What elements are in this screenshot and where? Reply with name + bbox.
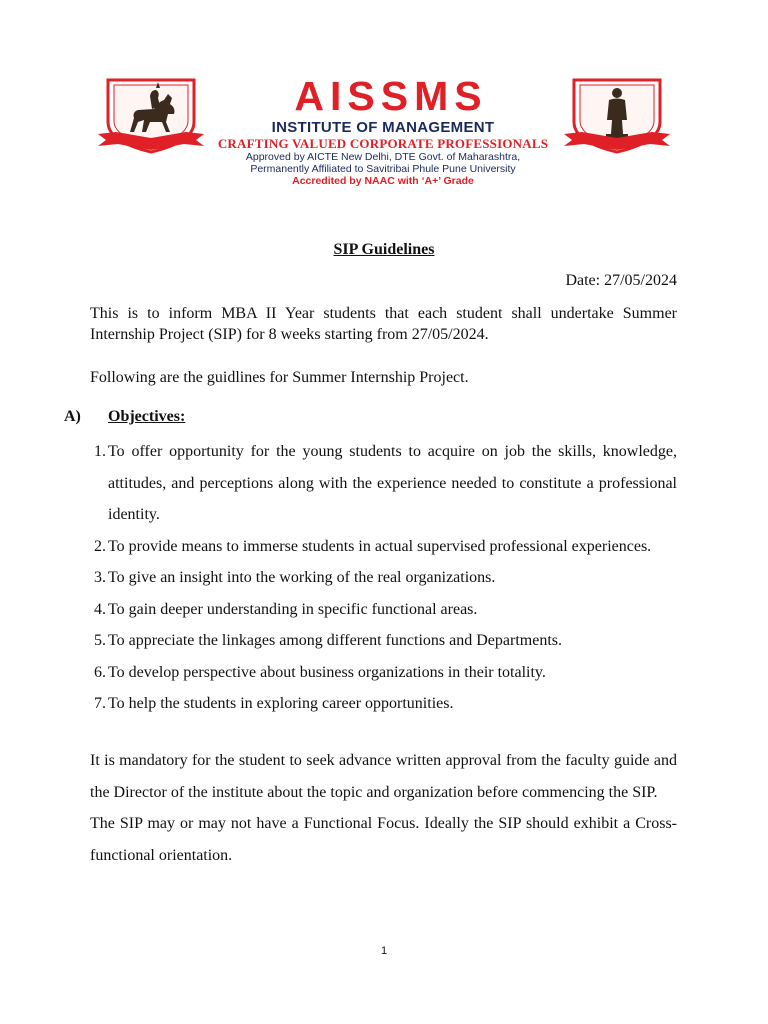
tagline: CRAFTING VALUED CORPORATE PROFESSIONALS (217, 136, 549, 151)
list-item-text: To provide means to immerse students in actual supervised professional experiences. (108, 537, 652, 555)
list-item-text: To appreciate the linkages among different functions and Departments. (108, 632, 562, 649)
list-item (90, 562, 677, 594)
document-date: Date: 27/05/2024 (565, 272, 677, 289)
body-text (90, 745, 677, 871)
institute-name: INSTITUTE OF MANAGEMENT (271, 119, 495, 136)
objectives-list (90, 436, 677, 720)
left-emblem-logo (96, 76, 206, 160)
list-item (90, 688, 677, 720)
list-number: 1. (94, 443, 106, 460)
mandatory-paragraph: It is mandatory for the student to seek advance written approval from the faculty guide and the Director of the institute about the topic and organization before commencing the SIP. (90, 752, 677, 801)
approval-line-1: Approved by AICTE New Delhi, DTE Govt. of Maharashtra, (245, 151, 521, 163)
list-item (90, 594, 677, 626)
following-paragraph: Following are the guidlines for Summer Internship Project. (90, 369, 469, 386)
list-item-text: To gain deeper understanding in specific functional areas. (108, 600, 478, 618)
letterhead (210, 73, 556, 188)
intro-paragraph: This is to inform MBA II Year students that each student shall undertake Summer Internship Project (SIP) for 8 weeks starting from 27/05/2024. (90, 305, 677, 343)
page-number: 1 (380, 945, 388, 957)
brand-wordmark: AISSMS (294, 73, 488, 119)
list-number: 3. (94, 569, 106, 586)
list-number: 7. (94, 695, 106, 712)
document-title: SIP Guidelines (333, 241, 435, 258)
right-emblem-logo (562, 76, 672, 160)
list-item-text: To offer opportunity for the young students to acquire on job the skills, knowledge, attitudes, and perceptions along with the experience needed to constitute a professional identity. (108, 443, 677, 523)
list-item-text: To develop perspective about business organizations in their totality. (108, 663, 546, 681)
list-item (90, 625, 677, 657)
section-heading-objectives (64, 408, 185, 426)
accreditation-line: Accredited by NAAC with ‘A+’ Grade (292, 175, 474, 187)
functional-focus-paragraph: The SIP may or may not have a Functional Focus. Ideally the SIP should exhibit a Cross-functional orientation. (90, 815, 677, 864)
list-item (90, 436, 677, 531)
list-item-text: To help the students in exploring career opportunities. (108, 695, 454, 712)
list-item (90, 657, 677, 689)
list-number: 6. (94, 663, 106, 681)
section-letter: A) (64, 408, 81, 425)
section-title: Objectives: (108, 408, 186, 425)
list-item-text: To give an insight into the working of the real organizations. (108, 569, 496, 586)
list-number: 4. (94, 600, 106, 618)
list-number: 5. (94, 632, 106, 649)
list-item (90, 531, 677, 563)
list-number: 2. (94, 537, 106, 555)
approval-line-2: Permanently Affiliated to Savitribai Phule Pune University (250, 163, 516, 175)
